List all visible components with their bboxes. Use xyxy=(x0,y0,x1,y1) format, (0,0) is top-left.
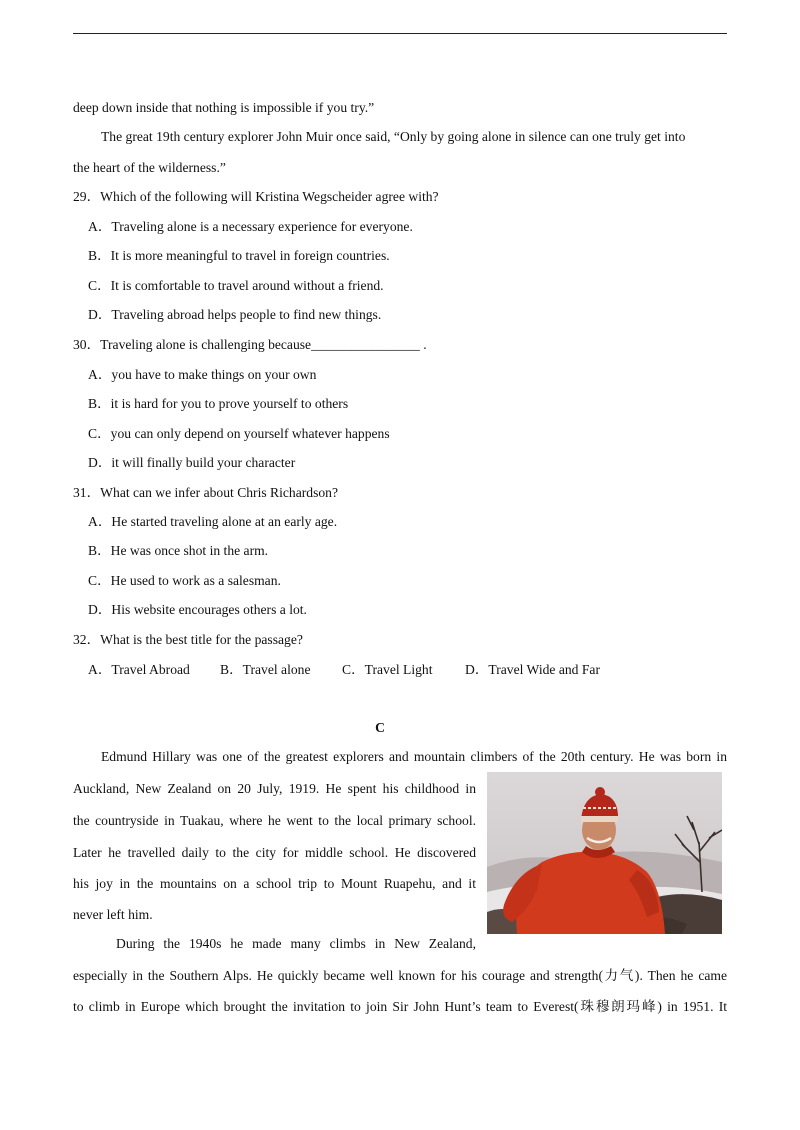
header-rule xyxy=(73,33,727,34)
question-31-option-c[interactable]: C．He used to work as a salesman. xyxy=(88,573,281,588)
question-29-option-b[interactable]: B．It is more meaningful to travel in foreign countries. xyxy=(88,248,390,263)
passage-text-line: Auckland, New Zealand on 20 July, 1919. He spent his childhood in xyxy=(73,781,476,796)
question-31-option-b[interactable]: B．He was once shot in the arm. xyxy=(88,543,269,558)
question-32-option-b[interactable]: B．Travel alone xyxy=(220,662,311,677)
question-29-option-c[interactable]: C．It is comfortable to travel around without a friend. xyxy=(88,278,384,293)
climber-photo xyxy=(487,772,722,934)
question-30-option-c[interactable]: C．you can only depend on yourself whatever happens xyxy=(88,426,390,441)
passage-text-line: During the 1940s he made many climbs in New Zealand, xyxy=(116,936,476,951)
question-29-option-a[interactable]: A．Traveling alone is a necessary experience for everyone. xyxy=(88,219,413,234)
question-29-stem: 29．Which of the following will Kristina Wegscheider agree with? xyxy=(73,189,439,204)
question-30-stem: 30．Traveling alone is challenging because________________ . xyxy=(73,337,427,352)
question-30-option-d[interactable]: D．it will finally build your character xyxy=(88,455,296,470)
question-32-option-a[interactable]: A．Travel Abroad xyxy=(88,662,190,677)
passage-text-line: especially in the Southern Alps. He quickly became well known for his courage and strength(力气). Then he came xyxy=(73,968,727,983)
passage-text-line: never left him. xyxy=(73,907,153,922)
passage-text-line: the heart of the wilderness.” xyxy=(73,160,226,175)
question-30-option-a[interactable]: A．you have to make things on your own xyxy=(88,367,317,382)
section-heading: C xyxy=(375,720,385,735)
passage-text-line: Edmund Hillary was one of the greatest explorers and mountain climbers of the 20th century. He was born in xyxy=(101,749,727,764)
question-32-option-d[interactable]: D．Travel Wide and Far xyxy=(465,662,600,677)
question-29-option-d[interactable]: D．Traveling abroad helps people to find new things. xyxy=(88,307,382,322)
passage-text-line: Later he travelled daily to the city for middle school. He discovered xyxy=(73,845,476,860)
question-31-option-d[interactable]: D．His website encourages others a lot. xyxy=(88,602,307,617)
question-31-stem: 31．What can we infer about Chris Richardson? xyxy=(73,485,338,500)
question-31-option-a[interactable]: A．He started traveling alone at an early age. xyxy=(88,514,338,529)
passage-text-line: The great 19th century explorer John Muir once said, “Only by going alone in silence can one truly get into xyxy=(101,129,686,144)
passage-text-line: to climb in Europe which brought the invitation to join Sir John Hunt’s team to Everest(珠穆朗玛峰) in 1951. It xyxy=(73,999,727,1014)
passage-text-line: deep down inside that nothing is impossible if you try.” xyxy=(73,100,375,115)
passage-text-line: his joy in the mountains on a school trip to Mount Ruapehu, and it xyxy=(73,876,476,891)
question-32-option-c[interactable]: C．Travel Light xyxy=(342,662,433,677)
passage-text-line: the countryside in Tuakau, where he went to the local primary school. xyxy=(73,813,476,828)
question-30-option-b[interactable]: B．it is hard for you to prove yourself to others xyxy=(88,396,349,411)
question-32-stem: 32．What is the best title for the passage? xyxy=(73,632,303,647)
